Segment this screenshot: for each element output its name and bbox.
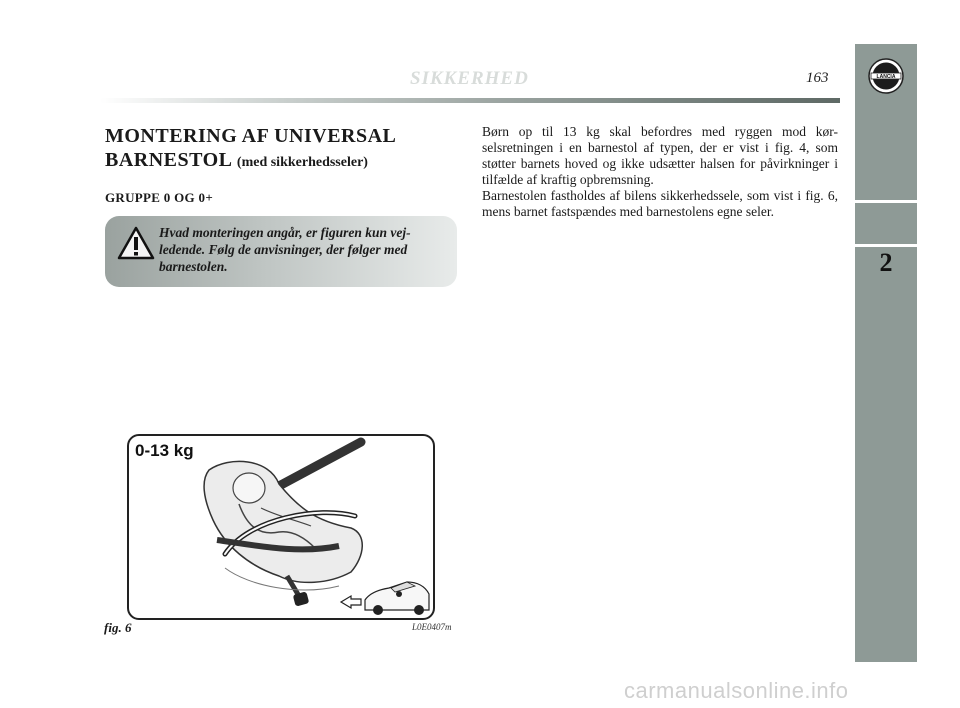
child-seat-illustration — [129, 436, 433, 618]
section-title: SIKKERHED — [410, 68, 529, 89]
watermark: carmanualsonline.info — [624, 678, 849, 703]
logo-panel — [855, 44, 917, 200]
header-rule — [100, 98, 840, 103]
figure-caption: fig. 6 — [104, 620, 132, 635]
chapter-number: 2 — [879, 248, 893, 277]
body-paragraph-2: Barnestolen fastholdes af bilens sikkerhedssele, som vist i fig. 6, mens barnet fastspændes med barnestolens egne seler. — [482, 188, 838, 219]
weight-label: 0-13 kg — [135, 441, 194, 460]
logo-lettering: LANCIA — [876, 74, 896, 80]
section-heading — [105, 124, 455, 175]
heading-main: MONTERING AF UNIVERSAL BARNESTOL — [105, 125, 396, 171]
warning-box — [105, 216, 457, 287]
figure-frame — [127, 434, 435, 620]
chapter-tab-strip — [855, 44, 917, 662]
lancia-logo-icon — [868, 58, 904, 94]
body-text — [482, 124, 838, 220]
warning-text: Hvad monteringen angår, er figuren kun vej-ledende. Følg de anvisninger, der følger med barnestolen. — [159, 225, 411, 274]
figure-code: L0E0407m — [412, 622, 452, 632]
heading-sub: (med sikkerhedsseler) — [236, 155, 368, 170]
page-number: 163 — [806, 70, 829, 86]
tab-divider — [855, 200, 917, 203]
group-label: GRUPPE 0 OG 0+ — [105, 190, 214, 205]
body-paragraph-1: Børn op til 13 kg skal befordres med ryggen mod kør-selsretningen i en barnestol af typen, der er vist i fig. 4, som støtter barnets hoved og ikke udsætter halsen for påvirkninger i tilfælde af kraftig opbremsning. — [482, 124, 838, 187]
tab-divider — [855, 244, 917, 247]
warning-triangle-icon — [117, 226, 155, 260]
